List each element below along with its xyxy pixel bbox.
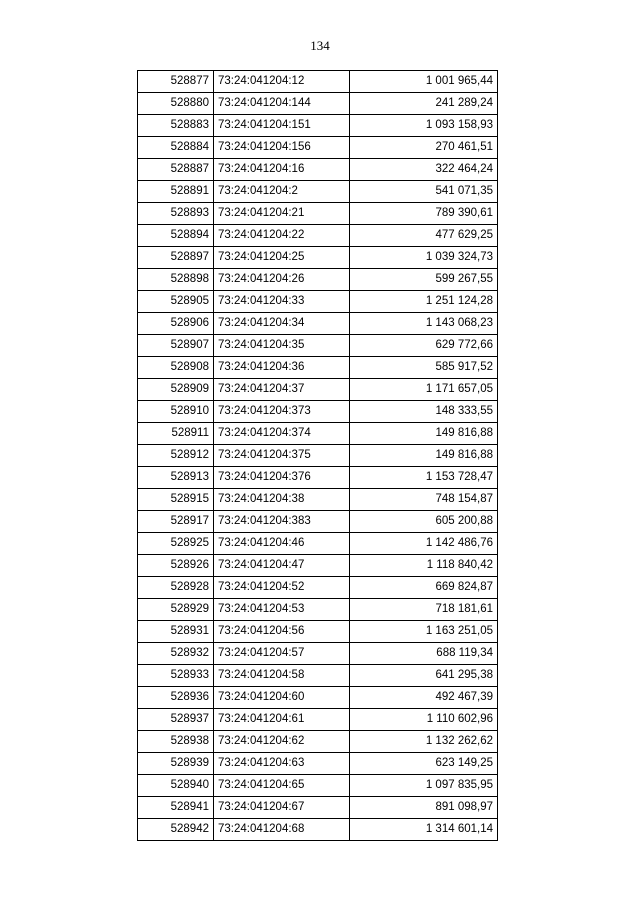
cadastral-number-cell: 73:24:041204:53: [214, 599, 350, 621]
row-number-cell: 528913: [138, 467, 214, 489]
table-row: [138, 247, 498, 269]
table-row: [138, 643, 498, 665]
table-row: [138, 225, 498, 247]
table-row: [138, 401, 498, 423]
cadastral-number-cell: 73:24:041204:38: [214, 489, 350, 511]
page-number: 134: [310, 38, 330, 53]
value-cell: 1 132 262,62: [350, 731, 498, 753]
row-number-cell: 528893: [138, 203, 214, 225]
table-row: [138, 577, 498, 599]
value-cell: 1 110 602,96: [350, 709, 498, 731]
row-number-cell: 528907: [138, 335, 214, 357]
table-row: [138, 511, 498, 533]
row-number-cell: 528938: [138, 731, 214, 753]
cadastral-number-cell: 73:24:041204:52: [214, 577, 350, 599]
row-number-cell: 528941: [138, 797, 214, 819]
cadastral-number-cell: 73:24:041204:67: [214, 797, 350, 819]
row-number-cell: 528905: [138, 291, 214, 313]
value-cell: 1 093 158,93: [350, 115, 498, 137]
value-cell: 1 171 657,05: [350, 379, 498, 401]
cadastral-value-table: [137, 70, 498, 841]
value-cell: 1 163 251,05: [350, 621, 498, 643]
value-cell: 605 200,88: [350, 511, 498, 533]
cadastral-number-cell: 73:24:041204:22: [214, 225, 350, 247]
table-row: [138, 467, 498, 489]
value-cell: 718 181,61: [350, 599, 498, 621]
row-number-cell: 528880: [138, 93, 214, 115]
table-row: [138, 555, 498, 577]
value-cell: 599 267,55: [350, 269, 498, 291]
table-row: [138, 313, 498, 335]
table-row: [138, 819, 498, 841]
row-number-cell: 528915: [138, 489, 214, 511]
cadastral-number-cell: 73:24:041204:47: [214, 555, 350, 577]
row-number-cell: 528877: [138, 71, 214, 93]
row-number-cell: 528928: [138, 577, 214, 599]
value-cell: 148 333,55: [350, 401, 498, 423]
row-number-cell: 528912: [138, 445, 214, 467]
value-cell: 1 143 068,23: [350, 313, 498, 335]
row-number-cell: 528887: [138, 159, 214, 181]
cadastral-number-cell: 73:24:041204:151: [214, 115, 350, 137]
row-number-cell: 528937: [138, 709, 214, 731]
table-row: [138, 753, 498, 775]
table-row: [138, 687, 498, 709]
value-cell: 1 097 835,95: [350, 775, 498, 797]
cadastral-number-cell: 73:24:041204:33: [214, 291, 350, 313]
cadastral-number-cell: 73:24:041204:373: [214, 401, 350, 423]
row-number-cell: 528926: [138, 555, 214, 577]
row-number-cell: 528925: [138, 533, 214, 555]
table-row: [138, 159, 498, 181]
cadastral-number-cell: 73:24:041204:376: [214, 467, 350, 489]
row-number-cell: 528908: [138, 357, 214, 379]
value-cell: 149 816,88: [350, 445, 498, 467]
table-row: [138, 665, 498, 687]
cadastral-number-cell: 73:24:041204:35: [214, 335, 350, 357]
row-number-cell: 528932: [138, 643, 214, 665]
cadastral-number-cell: 73:24:041204:34: [214, 313, 350, 335]
value-cell: 1 251 124,28: [350, 291, 498, 313]
cadastral-number-cell: 73:24:041204:37: [214, 379, 350, 401]
row-number-cell: 528939: [138, 753, 214, 775]
value-cell: 477 629,25: [350, 225, 498, 247]
row-number-cell: 528909: [138, 379, 214, 401]
cadastral-number-cell: 73:24:041204:25: [214, 247, 350, 269]
value-cell: 322 464,24: [350, 159, 498, 181]
cadastral-number-cell: 73:24:041204:375: [214, 445, 350, 467]
cadastral-number-cell: 73:24:041204:156: [214, 137, 350, 159]
table-row: [138, 533, 498, 555]
value-cell: 492 467,39: [350, 687, 498, 709]
value-cell: 1 118 840,42: [350, 555, 498, 577]
row-number-cell: 528936: [138, 687, 214, 709]
value-cell: 669 824,87: [350, 577, 498, 599]
row-number-cell: 528883: [138, 115, 214, 137]
table-body: [138, 71, 498, 841]
value-cell: 891 098,97: [350, 797, 498, 819]
table-row: [138, 269, 498, 291]
cadastral-number-cell: 73:24:041204:21: [214, 203, 350, 225]
table-row: [138, 291, 498, 313]
cadastral-number-cell: 73:24:041204:383: [214, 511, 350, 533]
cadastral-number-cell: 73:24:041204:144: [214, 93, 350, 115]
row-number-cell: 528942: [138, 819, 214, 841]
table-row: [138, 423, 498, 445]
row-number-cell: 528929: [138, 599, 214, 621]
table-row: [138, 489, 498, 511]
value-cell: 541 071,35: [350, 181, 498, 203]
value-cell: 1 314 601,14: [350, 819, 498, 841]
value-cell: 641 295,38: [350, 665, 498, 687]
value-cell: 629 772,66: [350, 335, 498, 357]
table-row: [138, 335, 498, 357]
table-row: [138, 797, 498, 819]
table-row: [138, 379, 498, 401]
row-number-cell: 528884: [138, 137, 214, 159]
value-cell: 748 154,87: [350, 489, 498, 511]
table-row: [138, 731, 498, 753]
cadastral-number-cell: 73:24:041204:62: [214, 731, 350, 753]
cadastral-number-cell: 73:24:041204:36: [214, 357, 350, 379]
value-cell: 1 001 965,44: [350, 71, 498, 93]
table-row: [138, 621, 498, 643]
value-cell: 1 153 728,47: [350, 467, 498, 489]
table-row: [138, 181, 498, 203]
row-number-cell: 528894: [138, 225, 214, 247]
table-row: [138, 137, 498, 159]
cadastral-number-cell: 73:24:041204:46: [214, 533, 350, 555]
table-row: [138, 599, 498, 621]
row-number-cell: 528931: [138, 621, 214, 643]
value-cell: 1 142 486,76: [350, 533, 498, 555]
row-number-cell: 528910: [138, 401, 214, 423]
row-number-cell: 528917: [138, 511, 214, 533]
table-row: [138, 71, 498, 93]
cadastral-number-cell: 73:24:041204:56: [214, 621, 350, 643]
table-row: [138, 93, 498, 115]
cadastral-number-cell: 73:24:041204:26: [214, 269, 350, 291]
value-cell: 149 816,88: [350, 423, 498, 445]
row-number-cell: 528906: [138, 313, 214, 335]
row-number-cell: 528940: [138, 775, 214, 797]
table-row: [138, 115, 498, 137]
table-row: [138, 445, 498, 467]
table-row: [138, 775, 498, 797]
table-row: [138, 357, 498, 379]
value-cell: 270 461,51: [350, 137, 498, 159]
value-cell: 789 390,61: [350, 203, 498, 225]
table-row: [138, 203, 498, 225]
row-number-cell: 528897: [138, 247, 214, 269]
row-number-cell: 528891: [138, 181, 214, 203]
row-number-cell: 528911: [138, 423, 214, 445]
value-cell: 1 039 324,73: [350, 247, 498, 269]
cadastral-number-cell: 73:24:041204:60: [214, 687, 350, 709]
cadastral-number-cell: 73:24:041204:58: [214, 665, 350, 687]
cadastral-number-cell: 73:24:041204:374: [214, 423, 350, 445]
value-cell: 623 149,25: [350, 753, 498, 775]
cadastral-number-cell: 73:24:041204:2: [214, 181, 350, 203]
value-cell: 241 289,24: [350, 93, 498, 115]
value-cell: 585 917,52: [350, 357, 498, 379]
row-number-cell: 528898: [138, 269, 214, 291]
cadastral-number-cell: 73:24:041204:65: [214, 775, 350, 797]
row-number-cell: 528933: [138, 665, 214, 687]
cadastral-number-cell: 73:24:041204:57: [214, 643, 350, 665]
table-row: [138, 709, 498, 731]
cadastral-number-cell: 73:24:041204:63: [214, 753, 350, 775]
cadastral-number-cell: 73:24:041204:61: [214, 709, 350, 731]
cadastral-number-cell: 73:24:041204:16: [214, 159, 350, 181]
cadastral-number-cell: 73:24:041204:12: [214, 71, 350, 93]
value-cell: 688 119,34: [350, 643, 498, 665]
cadastral-number-cell: 73:24:041204:68: [214, 819, 350, 841]
